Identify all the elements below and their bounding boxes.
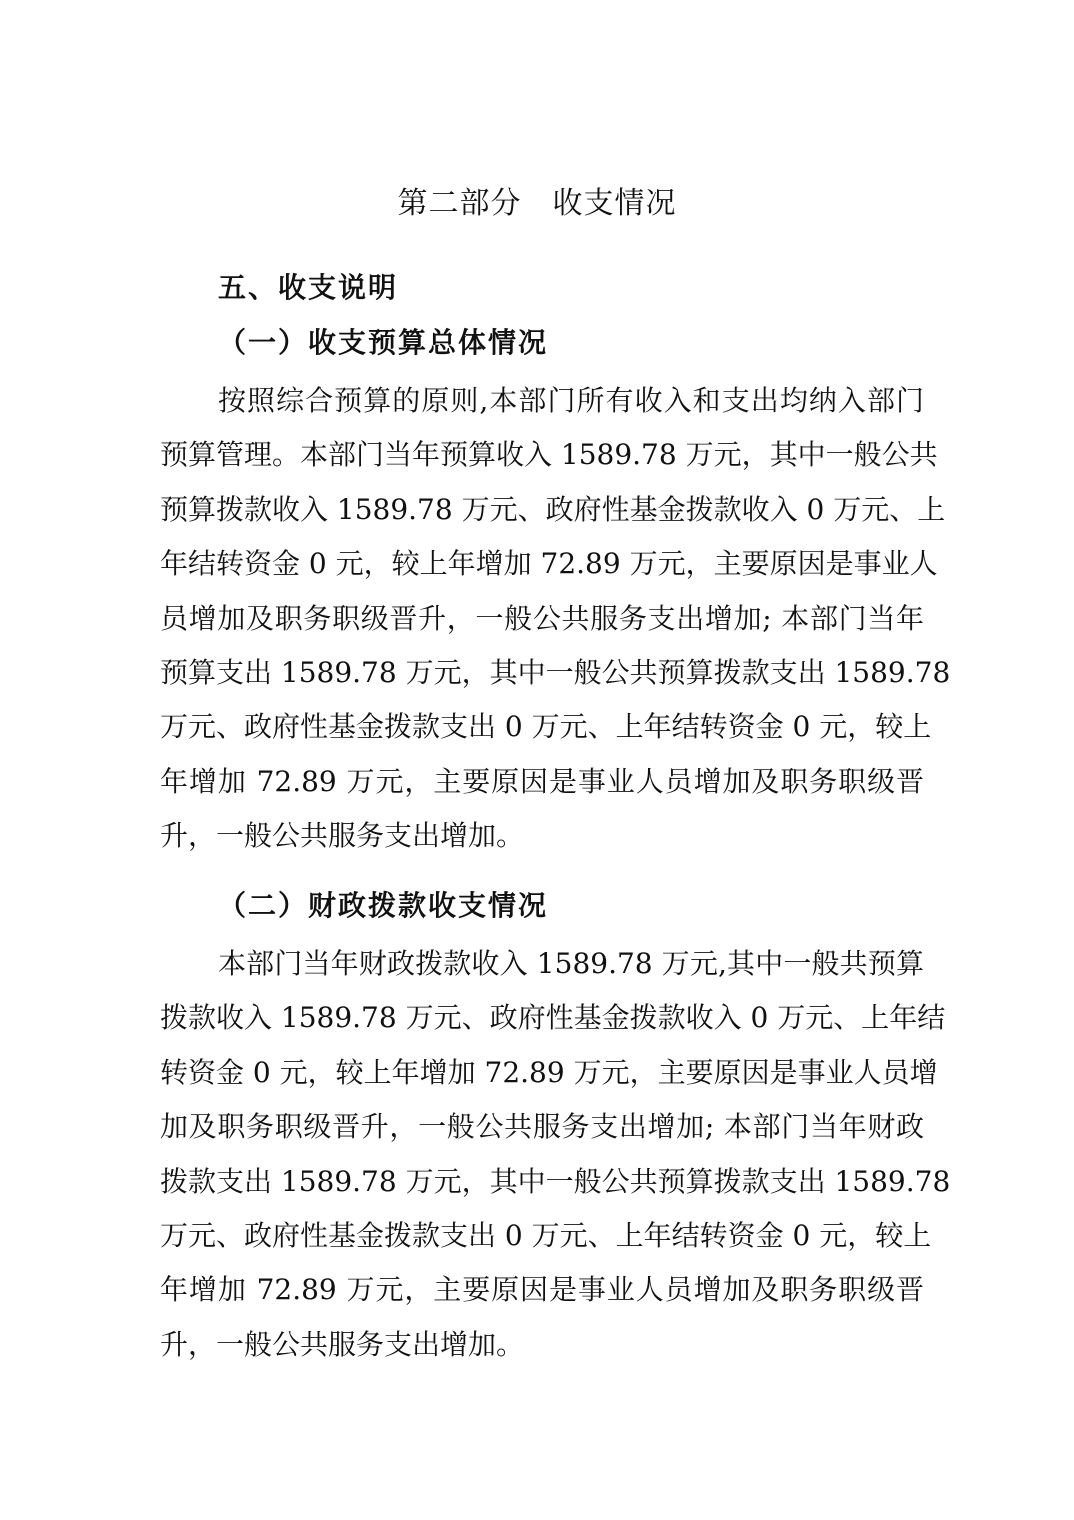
paragraph-line: 本部门当年财政拨款收入 1589.78 万元,其中一般共预算 [218, 947, 924, 980]
paragraph-line: 转资金 0 元，较上年增加 72.89 万元，主要原因是事业人员增 [160, 1055, 938, 1089]
paragraph-line: 升，一般公共服务支出增加。 [160, 819, 525, 853]
paragraph-line: 加及职务职级晋升，一般公共服务支出增加; 本部门当年财政 [160, 1110, 924, 1144]
part-title: 第二部分 收支情况 [397, 186, 677, 221]
subsection-2-heading: （二）财政拨款收支情况 [218, 889, 549, 922]
subsection-1-paragraph [160, 374, 951, 864]
paragraph-line: 拨款支出 1589.78 万元，其中一般公共预算拨款支出 1589.78 [160, 1164, 951, 1198]
paragraph-line: 员增加及职务职级晋升，一般公共服务支出增加; 本部门当年 [160, 601, 924, 635]
paragraph-line: 预算管理。本部门当年预算收入 1589.78 万元，其中一般公共 [160, 438, 938, 472]
paragraph-line: 年增加 72.89 万元，主要原因是事业人员增加及职务职级晋 [160, 764, 924, 798]
paragraph-line: 万元、政府性基金拨款支出 0 万元、上年结转资金 0 元，较上 [160, 1218, 932, 1252]
paragraph-line: 按照综合预算的原则,本部门所有收入和支出均纳入部门 [218, 384, 924, 417]
paragraph-line: 预算拨款收入 1589.78 万元、政府性基金拨款收入 0 万元、上 [160, 492, 946, 526]
paragraph-line: 拨款收入 1589.78 万元、政府性基金拨款收入 0 万元、上年结 [160, 1001, 946, 1035]
subsection-1-heading: （一）收支预算总体情况 [218, 326, 549, 359]
paragraph-line: 万元、政府性基金拨款支出 0 万元、上年结转资金 0 元，较上 [160, 710, 932, 744]
paragraph-line: 年结转资金 0 元，较上年增加 72.89 万元，主要原因是事业人 [160, 547, 938, 581]
paragraph-line: 预算支出 1589.78 万元，其中一般公共预算拨款支出 1589.78 [160, 655, 951, 689]
section-heading: 五、收支说明 [218, 271, 399, 304]
paragraph-line: 升，一般公共服务支出增加。 [160, 1327, 525, 1361]
subsection-2-paragraph [160, 937, 951, 1372]
paragraph-line: 年增加 72.89 万元，主要原因是事业人员增加及职务职级晋 [160, 1273, 924, 1307]
